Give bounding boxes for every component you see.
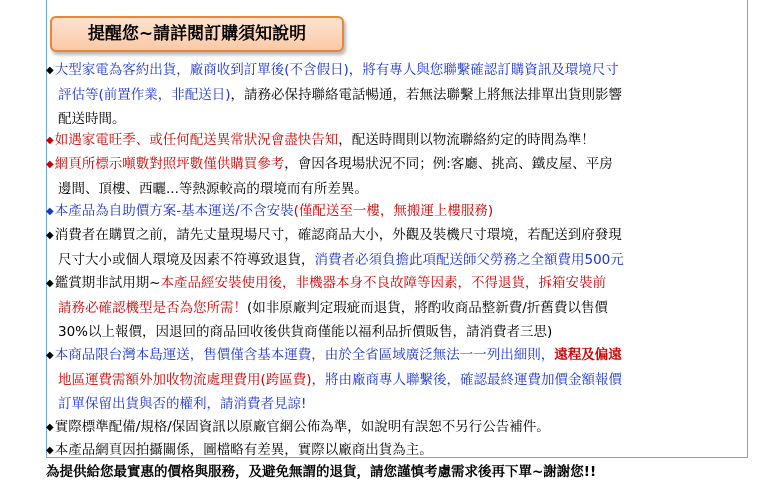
notice-item-return-policy: ◆鑑賞期非試用期~本產品經安裝使用後，非機器本身不良故障等因素，不得退貨，拆箱安裝前 請務必確認機型是否為您所需！(如非原廠判定瑕疵而退貨，將酌收商品整新費/折舊費以售價 30%以上報價，因退回的商品回收後供貨商僅能以福利品折價販售，請消費者三思) (46, 275, 608, 340)
notice-item-shipping-area: ◆本商品限台灣本島運送，售價僅含基本運費，由於全省區域廣泛無法一一列出細則，遠程及偏遠 地區運費需額外加收物流處理費用(跨區費)，將由廠商專人聯繫後，確認最終運費加價金額報價 訂單保留出貨與否的權利，請消費者見諒! (46, 347, 623, 412)
diamond-bullet-icon: ◆ (46, 159, 54, 170)
diamond-bullet-icon: ◆ (46, 230, 54, 241)
page-title: 提醒您~請詳閱訂購須知說明 (50, 16, 344, 52)
diamond-bullet-icon: ◆ (46, 135, 54, 146)
diamond-bullet-icon: ◆ (46, 422, 54, 433)
diamond-bullet-icon: ◆ (46, 278, 54, 289)
notice-item-delivery: ◆大型家電為客約出貨，廠商收到訂單後(不含假日)，將有專人與您聯繫確認訂購資訊及環境尺寸 評估等(前置作業，非配送日)，請務必保持聯絡電話暢通，若無法聯繫上將無法排單出貨則影響 配送時間。 (46, 62, 623, 127)
notice-item-peak-season: ◆如遇家電旺季、或任何配送異常狀況會盡快告知，配送時間則以物流聯絡約定的時間為準！ (46, 132, 595, 148)
notice-item-tonnage: ◆網頁所標示噸數對照坪數僅供購買參考，會因各現場狀況不同；例:客廳、挑高、鐵皮屋、平房 邊間、頂樓、西曬...等熱源較高的環境而有所差異。 (46, 156, 613, 197)
diamond-bullet-icon: ◆ (46, 350, 54, 361)
notice-item-specs: ◆實際標準配備/規格/保固資訊以原廠官網公佈為準，如說明有誤恕不另行公告補件。 (46, 419, 550, 435)
diamond-bullet-icon: ◆ (46, 206, 54, 217)
footer-message: 為提供給您最實惠的價格與服務，及避免無謂的退貨，請您謹慎考慮需求後再下單~謝謝您!! (46, 464, 597, 480)
notice-item-images: ◆本產品網頁因拍攝關係，圖檔略有差異，實際以廠商出貨為主。 (46, 442, 433, 458)
diamond-bullet-icon: ◆ (46, 65, 54, 76)
notice-item-measure: ◆消費者在購買之前，請先丈量現場尺寸，確認商品大小，外觀及裝機尺寸環境，若配送到府發現 尺寸大小或個人環境及因素不符導致退貨，消費者必須負擔此項配送師父勞務之全額費用500元 (46, 227, 624, 268)
notice-item-self-service: ◆本產品為自助價方案-基本運送/不含安裝(僅配送至一樓，無搬運上樓服務) (46, 203, 494, 219)
diamond-bullet-icon: ◆ (46, 445, 54, 456)
